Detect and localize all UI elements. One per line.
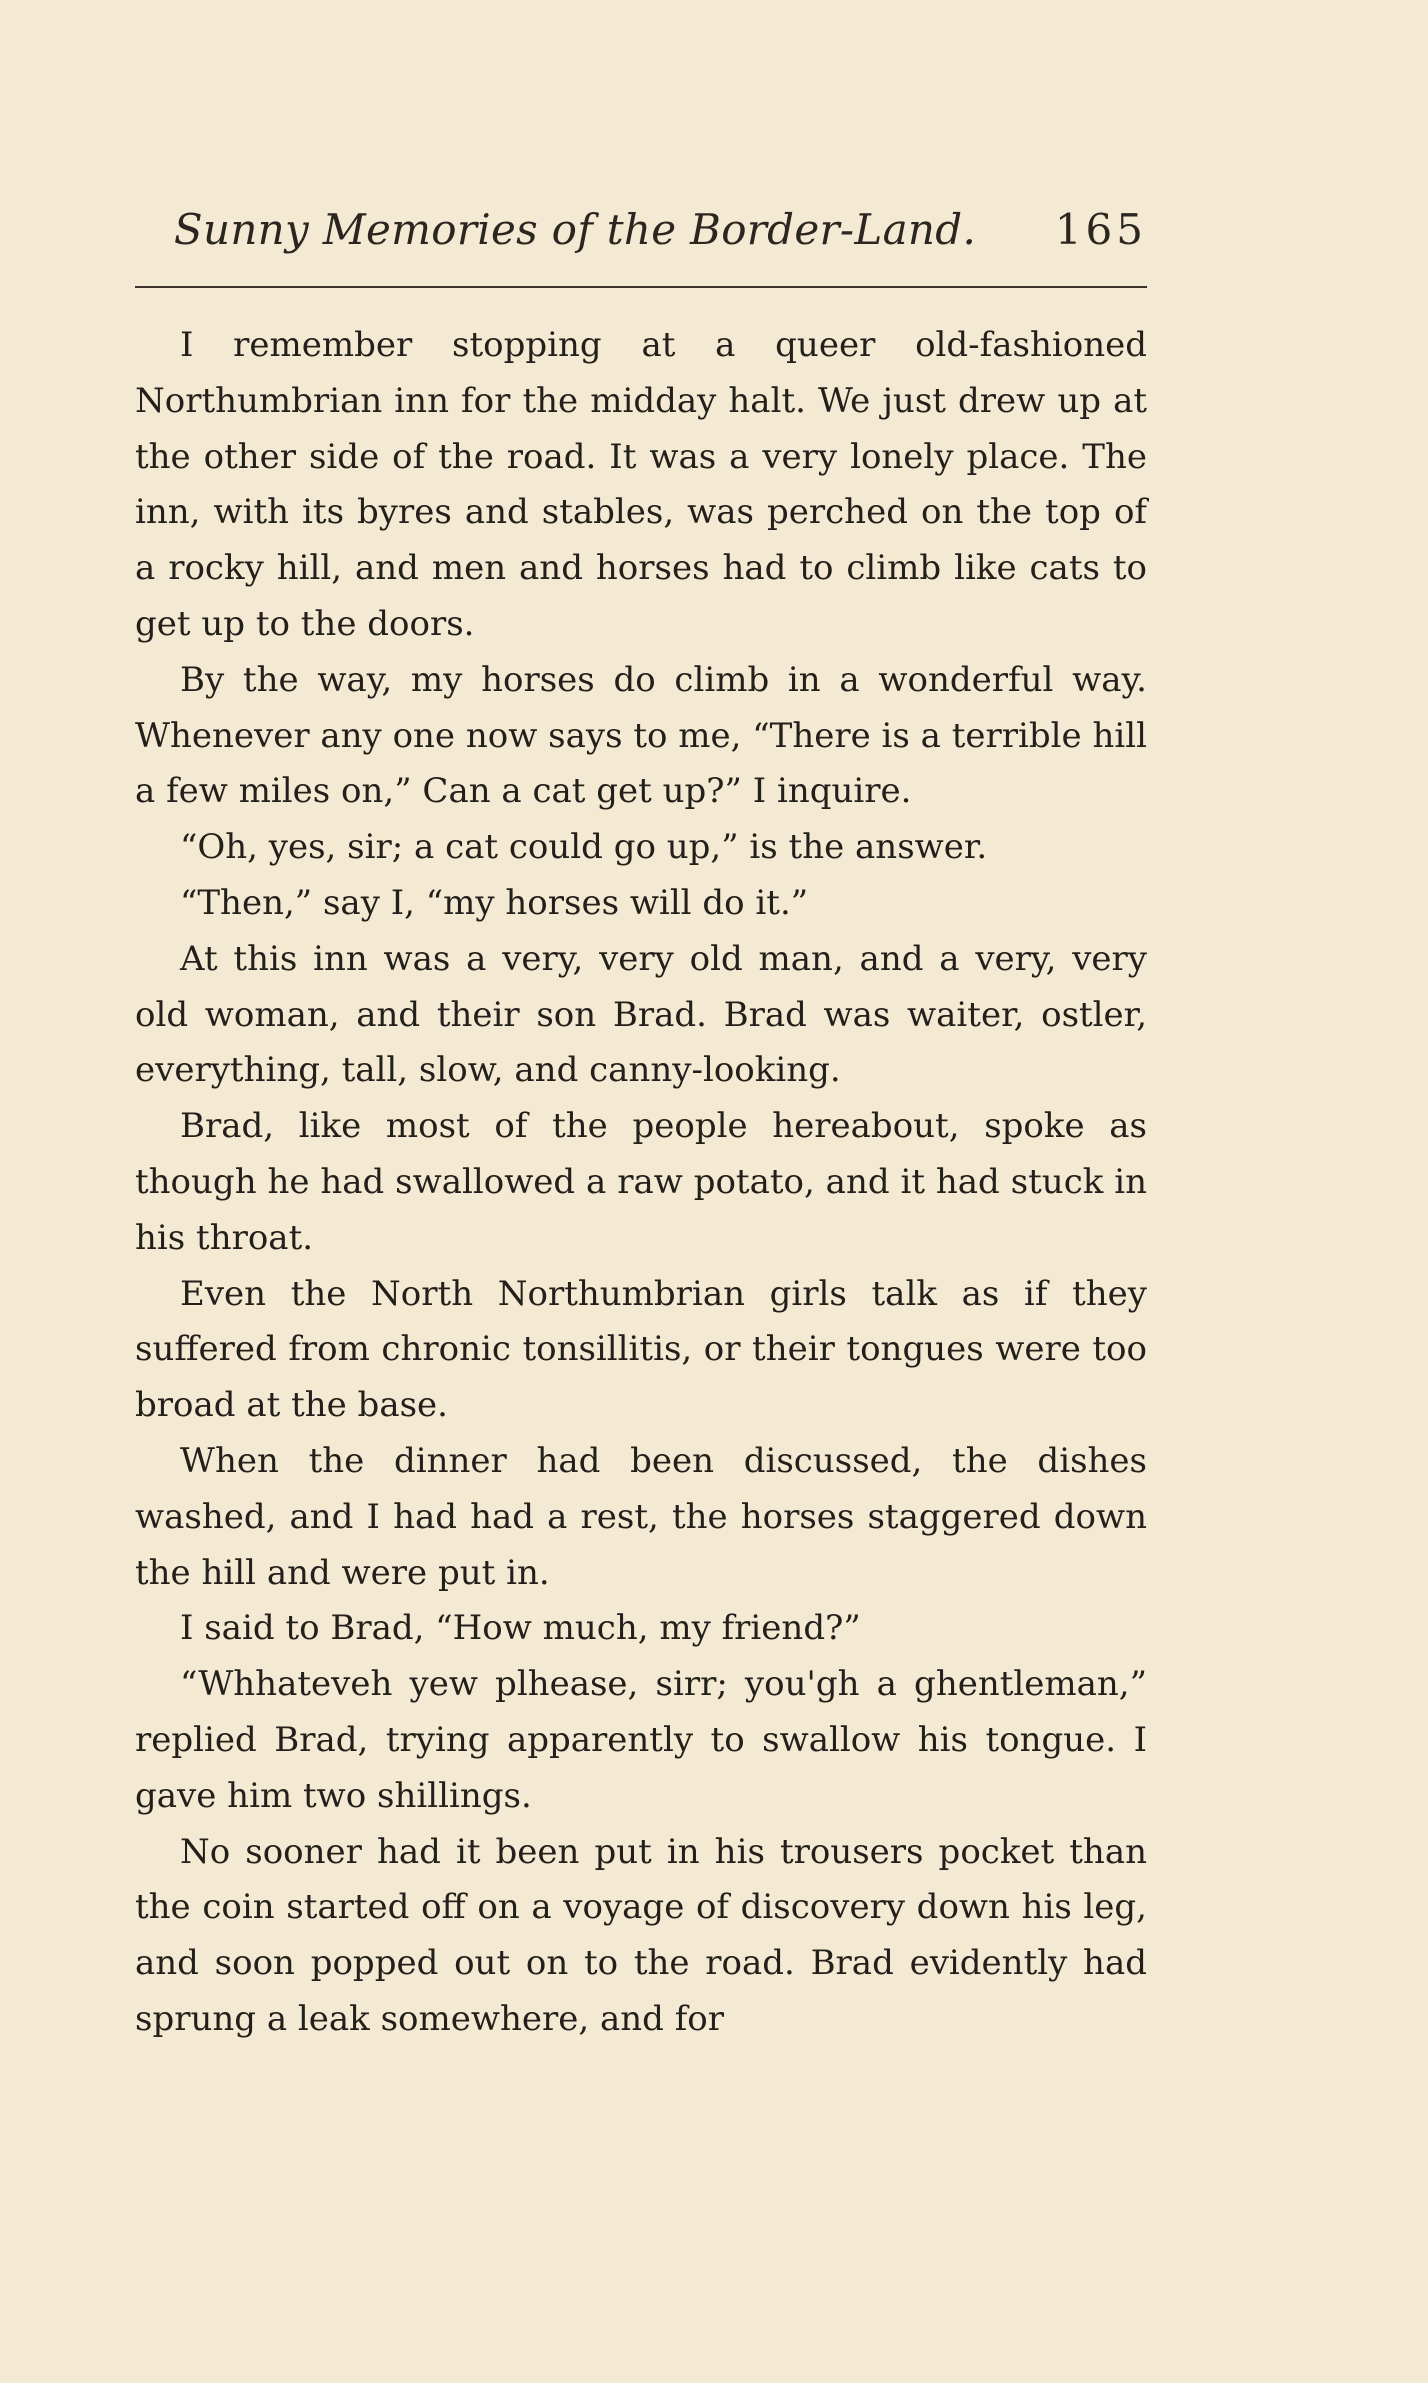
- header-rule: [135, 286, 1147, 288]
- paragraph-girls: Even the North Northumbrian girls talk as if they suffered from chronic tonsillitis, or their tongues were too broad at the base.: [135, 1273, 1147, 1426]
- paragraph-answer: “Oh, yes, sir; a cat could go up,” is the answer.: [180, 827, 988, 868]
- paragraph-old-man: At this inn was a very, very old man, and a very, very old woman, and their son Brad. Brad was waiter, ostler, everything, tall, slow, and canny-looking.: [135, 938, 1147, 1091]
- paragraph-dinner: When the dinner had been discussed, the dishes washed, and I had had a rest, the horses staggered down the hill and were put in.: [135, 1440, 1147, 1593]
- paragraph-inn: I remember stopping at a queer old-fashioned Northumbrian inn for the midday halt. We just drew up at the other side of the road. It was a very lonely place. The inn, with its byres and stables, was perched on the top of a rocky hill, and men and horses had to climb like cats to get up to the doors.: [135, 325, 1147, 644]
- paragraph-horses-climb: By the way, my horses do climb in a wonderful way. Whenever any one now says to me, “There is a terrible hill a few miles on,” Can a cat get up?” I inquire.: [135, 659, 1147, 812]
- paragraph-coin: No sooner had it been put in his trousers pocket than the coin started off on a voyage of discovery down his leg, and soon popped out on to the road. Brad evidently had sprung a leak somewhere, and for: [135, 1831, 1147, 2039]
- body-text: [135, 318, 1147, 2048]
- paragraph-reply: “Whhateveh yew plhease, sirr; you'gh a ghentleman,” replied Brad, trying apparently to swallow his tongue. I gave him two shillings.: [135, 1664, 1147, 1816]
- page-number: 165: [1054, 205, 1147, 254]
- paragraph-then: “Then,” say I, “my horses will do it.”: [180, 882, 809, 923]
- running-title: Sunny Memories of the Border-Land.: [173, 205, 977, 254]
- running-header: [135, 200, 1147, 270]
- paragraph-how-much: I said to Brad, “How much, my friend?”: [180, 1608, 861, 1649]
- paragraph-brad-speech: Brad, like most of the people hereabout, spoke as though he had swallowed a raw potato, and it had stuck in his throat.: [135, 1106, 1147, 1258]
